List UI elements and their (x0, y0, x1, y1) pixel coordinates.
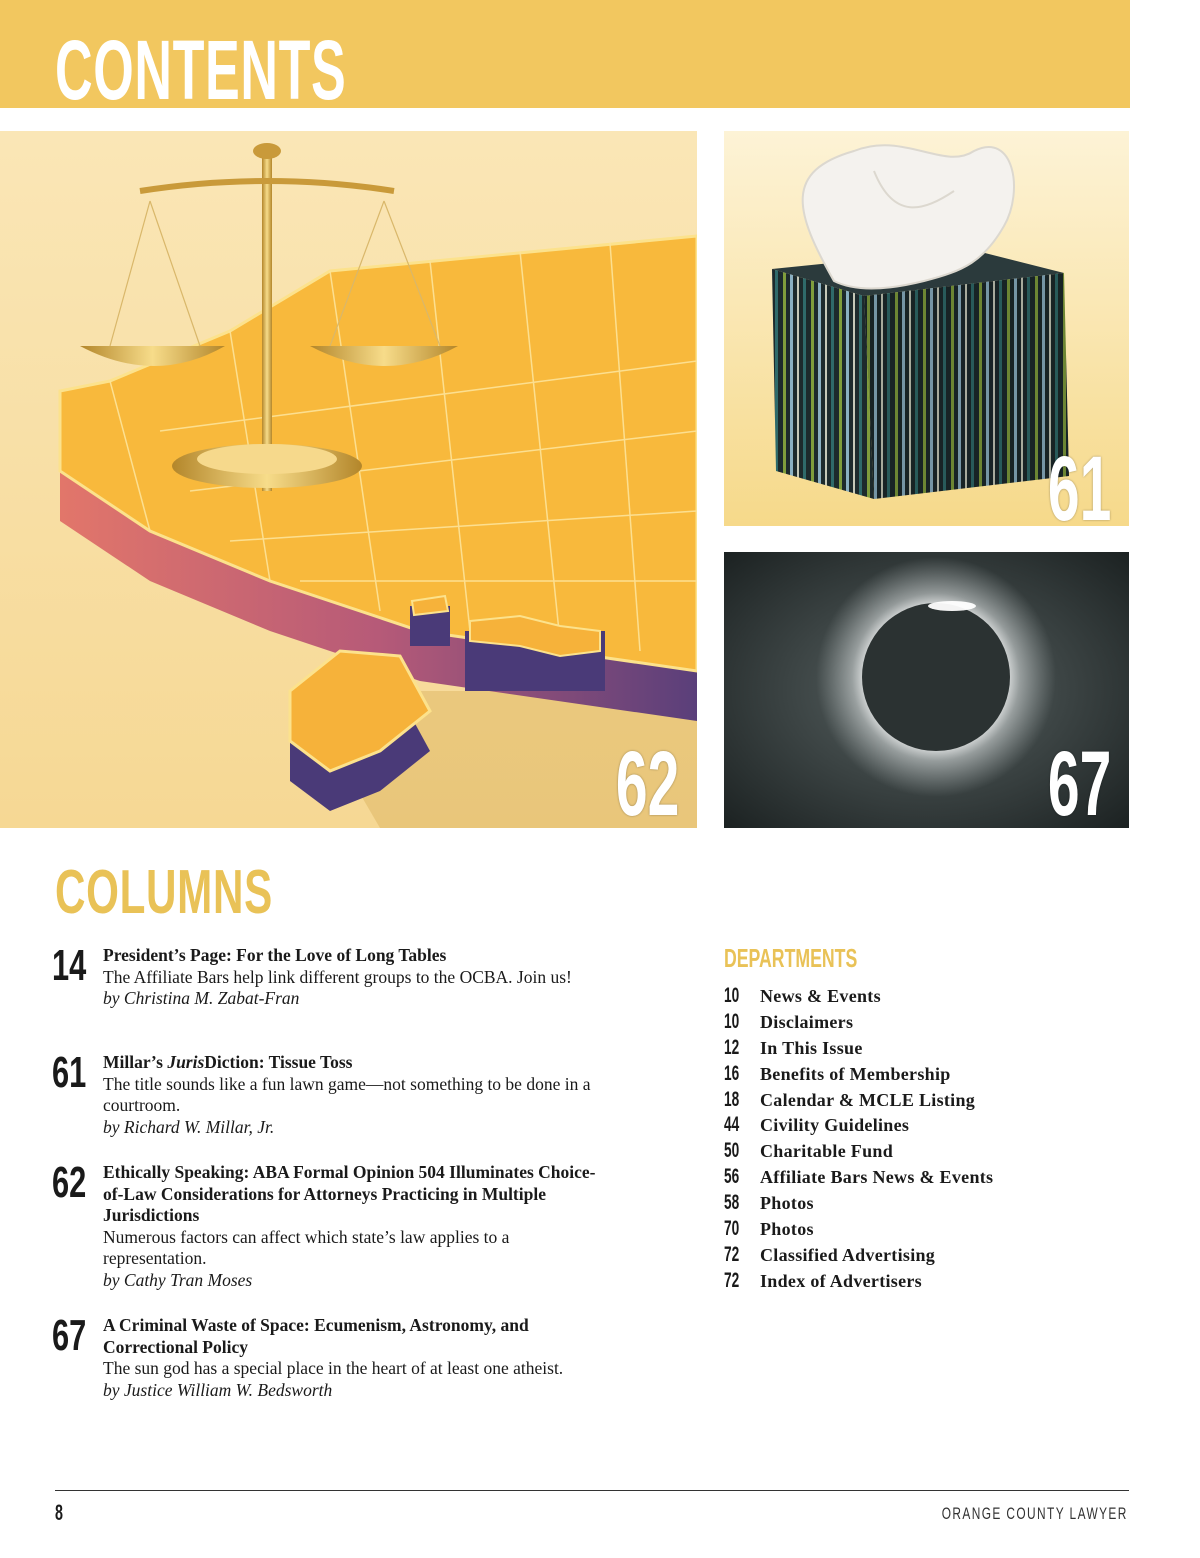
article-title[interactable]: A Criminal Waste of Space: Ecumenism, Astronomy, and Correctional Policy (103, 1315, 529, 1357)
article-description: Numerous factors can affect which state’s law applies to a representation. (103, 1226, 510, 1269)
department-label: Photos (760, 1193, 814, 1214)
department-page-number: 44 (724, 1113, 740, 1137)
department-label: Benefits of Membership (760, 1063, 951, 1084)
article-page-number: 61 (52, 1048, 87, 1097)
article-byline: by Cathy Tran Moses (103, 1269, 253, 1290)
feature-page-number: 67 (1047, 733, 1111, 828)
department-page-number: 72 (724, 1242, 740, 1266)
article-title-italic: Juris (167, 1052, 205, 1072)
article-title-part: Millar’s (103, 1052, 168, 1072)
department-page-number: 18 (724, 1087, 740, 1111)
feature-tissue-image[interactable] (724, 131, 1129, 526)
department-page-number: 10 (724, 984, 740, 1007)
department-page-number: 12 (724, 1035, 740, 1059)
article-title[interactable]: President’s Page: For the Love of Long Tables (103, 945, 447, 965)
article-title[interactable] (103, 1052, 613, 1074)
article-description: The title sounds like a fun lawn game—not something to be done in a courtroom. (103, 1073, 591, 1116)
article-page-number: 14 (52, 941, 87, 990)
department-label: Classified Advertising (760, 1244, 936, 1265)
department-page-number: 16 (724, 1061, 740, 1085)
article-page-number: 67 (52, 1311, 87, 1360)
columns-heading: COLUMNS (55, 858, 273, 927)
department-label: Calendar & MCLE Listing (760, 1089, 976, 1110)
footer-divider (55, 1490, 1129, 1491)
department-label: Affiliate Bars News & Events (760, 1167, 994, 1188)
feature-page-number: 62 (615, 733, 679, 828)
feature-eclipse-image[interactable] (724, 552, 1129, 828)
department-label: Civility Guidelines (760, 1115, 910, 1136)
us-map-illustration (0, 131, 697, 828)
feature-page-number: 61 (1047, 438, 1111, 526)
article-title[interactable]: Ethically Speaking: ABA Formal Opinion 504 Illuminates Choice-of-Law Considerations for Attorneys Practicing in Multiple Jurisdictions (103, 1162, 596, 1226)
footer-page-number: 8 (55, 1500, 63, 1525)
department-label: Disclaimers (760, 1011, 854, 1032)
page-title: CONTENTS (55, 23, 347, 117)
department-label: News & Events (760, 986, 881, 1006)
department-page-number: 58 (724, 1191, 740, 1215)
feature-map-image[interactable] (0, 131, 697, 828)
article-description: The Affiliate Bars help link different groups to the OCBA. Join us! (103, 966, 572, 987)
article-title-part: Diction: Tissue Toss (204, 1052, 353, 1072)
department-page-number: 56 (724, 1165, 740, 1189)
department-label: Charitable Fund (760, 1141, 894, 1162)
department-page-number: 70 (724, 1217, 740, 1241)
department-label: Index of Advertisers (760, 1270, 922, 1291)
department-page-number: 10 (724, 1009, 740, 1033)
article-byline: by Christina M. Zabat-Fran (103, 988, 300, 1009)
department-label: In This Issue (760, 1037, 863, 1058)
article-byline: by Justice William W. Bedsworth (103, 1379, 333, 1400)
article-description: The sun god has a special place in the heart of at least one atheist. (103, 1358, 564, 1379)
departments-heading: DEPARTMENTS (724, 943, 858, 973)
department-page-number: 72 (724, 1268, 740, 1292)
department-page-number: 50 (724, 1139, 740, 1163)
article-byline: by Richard W. Millar, Jr. (103, 1116, 275, 1137)
footer-publication-name: ORANGE COUNTY LAWYER (941, 1504, 1128, 1523)
article-page-number: 62 (52, 1158, 87, 1207)
department-label: Photos (760, 1219, 814, 1240)
